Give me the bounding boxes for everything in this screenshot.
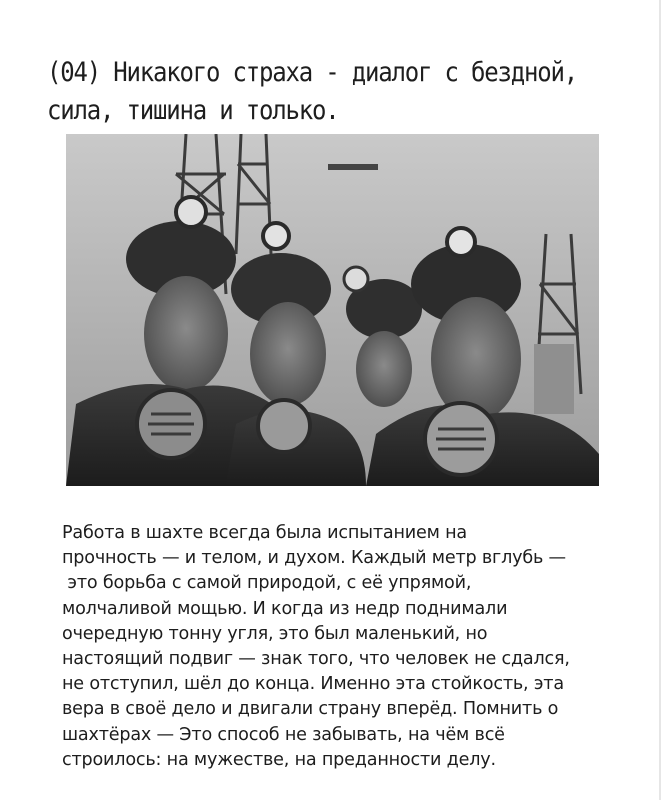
post-body-line: это борьба с самой природой, с её упрямой, <box>62 573 472 594</box>
post-body-line: молчаливой мощью. И когда из недр поднимали <box>62 598 508 619</box>
post-body-line: очередную тонну угля, это был маленький, но <box>62 623 488 644</box>
post-body-line: Работа в шахте всегда была испытанием на <box>62 523 467 543</box>
post-title-line: (04) Никакого страха - диалог с бездной, <box>47 56 577 88</box>
post-body-line: вера в своё дело и двигали страну вперёд. Помнить о <box>62 699 559 720</box>
post-body-text <box>62 521 622 773</box>
miners-photo <box>66 134 599 486</box>
post-body-line: настоящий подвиг — знак того, что человек не сдался, <box>62 649 570 670</box>
post-body-line: строилось: на мужестве, на преданности делу. <box>62 749 496 770</box>
post-body-line: прочность — и телом, и духом. Каждый метр вглубь — <box>62 548 566 569</box>
post-body-line: шахтёрах — Это способ не забывать, на чём всё <box>62 724 505 745</box>
post-title-line: сила, тишина и только. <box>47 94 339 126</box>
post-body-line: не отступил, шёл до конца. Именно эта стойкость, эта <box>62 674 564 695</box>
post-title <box>47 53 637 129</box>
